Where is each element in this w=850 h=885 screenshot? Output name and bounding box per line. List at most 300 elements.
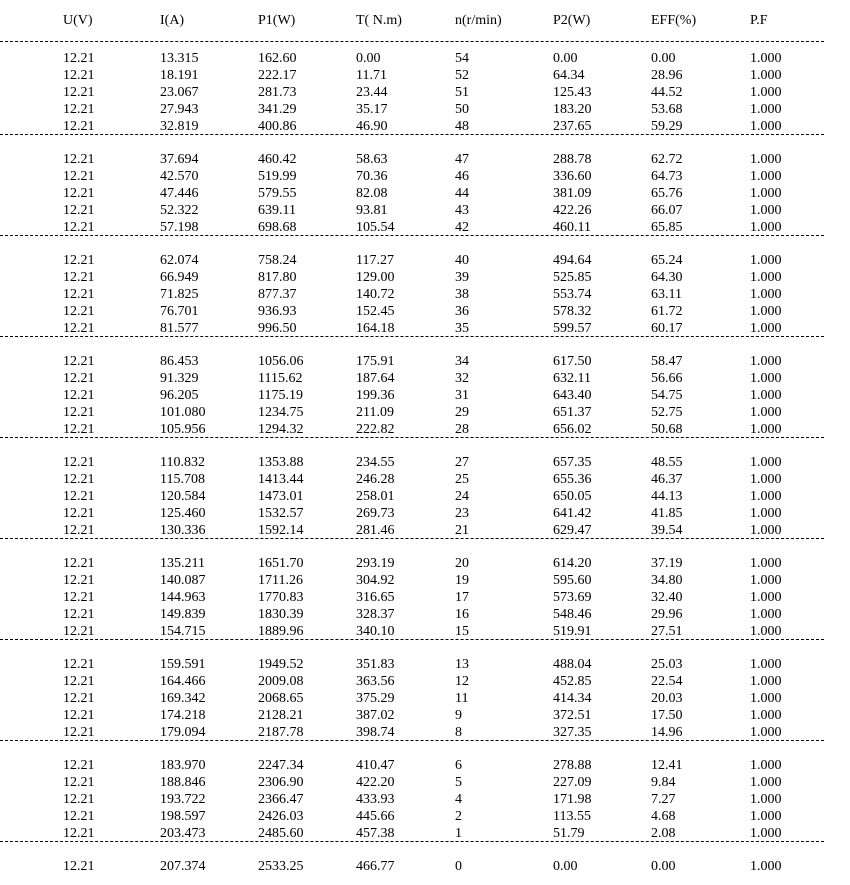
- cell-output-power: 414.34: [553, 691, 592, 706]
- cell-efficiency: 9.84: [651, 775, 676, 790]
- cell-speed: 32: [455, 371, 469, 386]
- cell-torque: 258.01: [356, 489, 395, 504]
- cell-current: 57.198: [160, 220, 199, 235]
- cell-input-power: 400.86: [258, 119, 297, 134]
- cell-current: 37.694: [160, 152, 199, 167]
- cell-efficiency: 50.68: [651, 422, 683, 437]
- cell-power-factor: 1.000: [750, 371, 782, 386]
- cell-input-power: 1413.44: [258, 472, 304, 487]
- table-row: [0, 589, 850, 606]
- table-row: [0, 454, 850, 471]
- cell-voltage: 12.21: [63, 405, 95, 420]
- cell-output-power: 336.60: [553, 169, 592, 184]
- cell-efficiency: 61.72: [651, 304, 683, 319]
- cell-voltage: 12.21: [63, 388, 95, 403]
- cell-output-power: 632.11: [553, 371, 591, 386]
- cell-input-power: 1949.52: [258, 657, 304, 672]
- cell-input-power: 1711.26: [258, 573, 303, 588]
- cell-torque: 375.29: [356, 691, 395, 706]
- table-row: [0, 522, 850, 539]
- dashed-divider: [0, 841, 824, 842]
- cell-torque: 117.27: [356, 253, 394, 268]
- cell-input-power: 1651.70: [258, 556, 304, 571]
- cell-output-power: 113.55: [553, 809, 591, 824]
- cell-current: 101.080: [160, 405, 206, 420]
- cell-current: 47.446: [160, 186, 199, 201]
- cell-efficiency: 29.96: [651, 607, 683, 622]
- cell-input-power: 1294.32: [258, 422, 304, 437]
- cell-output-power: 595.60: [553, 573, 592, 588]
- table-row: [0, 219, 850, 236]
- cell-torque: 140.72: [356, 287, 395, 302]
- cell-power-factor: 1.000: [750, 859, 782, 874]
- cell-power-factor: 1.000: [750, 775, 782, 790]
- cell-input-power: 996.50: [258, 321, 297, 336]
- cell-input-power: 758.24: [258, 253, 297, 268]
- cell-voltage: 12.21: [63, 775, 95, 790]
- cell-voltage: 12.21: [63, 506, 95, 521]
- cell-voltage: 12.21: [63, 725, 95, 740]
- cell-voltage: 12.21: [63, 826, 95, 841]
- cell-current: 42.570: [160, 169, 199, 184]
- cell-output-power: 650.05: [553, 489, 592, 504]
- cell-current: 105.956: [160, 422, 206, 437]
- cell-power-factor: 1.000: [750, 758, 782, 773]
- cell-voltage: 12.21: [63, 51, 95, 66]
- cell-efficiency: 63.11: [651, 287, 682, 302]
- cell-torque: 222.82: [356, 422, 395, 437]
- cell-torque: 422.20: [356, 775, 395, 790]
- cell-current: 110.832: [160, 455, 205, 470]
- cell-efficiency: 64.73: [651, 169, 683, 184]
- cell-output-power: 278.88: [553, 758, 592, 773]
- cell-input-power: 1056.06: [258, 354, 304, 369]
- cell-power-factor: 1.000: [750, 472, 782, 487]
- cell-power-factor: 1.000: [750, 253, 782, 268]
- cell-power-factor: 1.000: [750, 523, 782, 538]
- cell-input-power: 1830.39: [258, 607, 304, 622]
- table-row: [0, 707, 850, 724]
- cell-output-power: 227.09: [553, 775, 592, 790]
- cell-torque: 46.90: [356, 119, 388, 134]
- cell-voltage: 12.21: [63, 674, 95, 689]
- table-row: [0, 151, 850, 168]
- cell-current: 71.825: [160, 287, 199, 302]
- cell-efficiency: 64.30: [651, 270, 683, 285]
- cell-speed: 54: [455, 51, 469, 66]
- table-row: [0, 421, 850, 438]
- cell-power-factor: 1.000: [750, 220, 782, 235]
- cell-input-power: 519.99: [258, 169, 297, 184]
- cell-speed: 52: [455, 68, 469, 83]
- header-input-power: P1(W): [258, 13, 296, 28]
- cell-torque: 35.17: [356, 102, 388, 117]
- cell-speed: 29: [455, 405, 469, 420]
- cell-torque: 164.18: [356, 321, 395, 336]
- cell-torque: 82.08: [356, 186, 388, 201]
- cell-torque: 234.55: [356, 455, 395, 470]
- cell-current: 115.708: [160, 472, 205, 487]
- table-row: [0, 252, 850, 269]
- cell-output-power: 617.50: [553, 354, 592, 369]
- cell-speed: 46: [455, 169, 469, 184]
- cell-voltage: 12.21: [63, 203, 95, 218]
- cell-current: 52.322: [160, 203, 199, 218]
- cell-torque: 457.38: [356, 826, 395, 841]
- cell-speed: 27: [455, 455, 469, 470]
- cell-speed: 0: [455, 859, 462, 874]
- cell-voltage: 12.21: [63, 657, 95, 672]
- cell-power-factor: 1.000: [750, 287, 782, 302]
- cell-current: 179.094: [160, 725, 206, 740]
- cell-speed: 44: [455, 186, 469, 201]
- cell-speed: 42: [455, 220, 469, 235]
- header-voltage: U(V): [63, 13, 93, 28]
- cell-output-power: 573.69: [553, 590, 592, 605]
- cell-input-power: 579.55: [258, 186, 297, 201]
- cell-speed: 47: [455, 152, 469, 167]
- cell-power-factor: 1.000: [750, 657, 782, 672]
- cell-current: 76.701: [160, 304, 199, 319]
- cell-efficiency: 65.85: [651, 220, 683, 235]
- cell-input-power: 162.60: [258, 51, 297, 66]
- table-row: [0, 353, 850, 370]
- table-row: [0, 808, 850, 825]
- cell-torque: 187.64: [356, 371, 395, 386]
- table-row: [0, 118, 850, 135]
- cell-speed: 12: [455, 674, 469, 689]
- cell-speed: 4: [455, 792, 462, 807]
- cell-efficiency: 59.29: [651, 119, 683, 134]
- cell-speed: 6: [455, 758, 462, 773]
- cell-power-factor: 1.000: [750, 725, 782, 740]
- cell-voltage: 12.21: [63, 253, 95, 268]
- cell-speed: 34: [455, 354, 469, 369]
- cell-power-factor: 1.000: [750, 321, 782, 336]
- cell-power-factor: 1.000: [750, 186, 782, 201]
- dashed-divider: [0, 639, 824, 640]
- cell-power-factor: 1.000: [750, 119, 782, 134]
- cell-output-power: 488.04: [553, 657, 592, 672]
- table-row: [0, 370, 850, 387]
- cell-efficiency: 65.24: [651, 253, 683, 268]
- cell-input-power: 2128.21: [258, 708, 304, 723]
- cell-current: 174.218: [160, 708, 206, 723]
- cell-torque: 11.71: [356, 68, 387, 83]
- header-output-power: P2(W): [553, 13, 591, 28]
- cell-speed: 39: [455, 270, 469, 285]
- cell-efficiency: 28.96: [651, 68, 683, 83]
- cell-input-power: 817.80: [258, 270, 297, 285]
- cell-current: 154.715: [160, 624, 206, 639]
- cell-speed: 9: [455, 708, 462, 723]
- cell-input-power: 2306.90: [258, 775, 304, 790]
- cell-efficiency: 58.47: [651, 354, 683, 369]
- header-speed: n(r/min): [455, 13, 502, 28]
- cell-current: 135.211: [160, 556, 205, 571]
- table-row: [0, 471, 850, 488]
- cell-torque: 23.44: [356, 85, 388, 100]
- cell-voltage: 12.21: [63, 573, 95, 588]
- cell-efficiency: 46.37: [651, 472, 683, 487]
- table-row: [0, 185, 850, 202]
- table-row: [0, 168, 850, 185]
- cell-input-power: 1889.96: [258, 624, 304, 639]
- table-row: [0, 690, 850, 707]
- cell-efficiency: 17.50: [651, 708, 683, 723]
- cell-efficiency: 56.66: [651, 371, 683, 386]
- cell-voltage: 12.21: [63, 758, 95, 773]
- cell-efficiency: 4.68: [651, 809, 676, 824]
- cell-input-power: 2426.03: [258, 809, 304, 824]
- cell-output-power: 641.42: [553, 506, 592, 521]
- cell-speed: 19: [455, 573, 469, 588]
- table-row: [0, 724, 850, 741]
- cell-output-power: 288.78: [553, 152, 592, 167]
- cell-input-power: 1473.01: [258, 489, 304, 504]
- cell-output-power: 525.85: [553, 270, 592, 285]
- cell-speed: 36: [455, 304, 469, 319]
- cell-input-power: 2485.60: [258, 826, 304, 841]
- cell-torque: 246.28: [356, 472, 395, 487]
- cell-current: 120.584: [160, 489, 206, 504]
- cell-torque: 363.56: [356, 674, 395, 689]
- cell-efficiency: 25.03: [651, 657, 683, 672]
- cell-input-power: 2533.25: [258, 859, 304, 874]
- table-row: [0, 202, 850, 219]
- cell-torque: 269.73: [356, 506, 395, 521]
- cell-power-factor: 1.000: [750, 826, 782, 841]
- cell-torque: 445.66: [356, 809, 395, 824]
- cell-power-factor: 1.000: [750, 708, 782, 723]
- cell-current: 91.329: [160, 371, 199, 386]
- cell-input-power: 1234.75: [258, 405, 304, 420]
- cell-efficiency: 53.68: [651, 102, 683, 117]
- cell-current: 81.577: [160, 321, 199, 336]
- cell-torque: 93.81: [356, 203, 388, 218]
- table-header: [0, 0, 850, 40]
- cell-output-power: 657.35: [553, 455, 592, 470]
- cell-power-factor: 1.000: [750, 792, 782, 807]
- cell-current: 27.943: [160, 102, 199, 117]
- cell-speed: 24: [455, 489, 469, 504]
- cell-efficiency: 52.75: [651, 405, 683, 420]
- cell-output-power: 519.91: [553, 624, 592, 639]
- table-row: [0, 101, 850, 118]
- table-row: [0, 623, 850, 640]
- cell-input-power: 639.11: [258, 203, 296, 218]
- table-row: [0, 774, 850, 791]
- cell-voltage: 12.21: [63, 708, 95, 723]
- cell-power-factor: 1.000: [750, 489, 782, 504]
- cell-efficiency: 14.96: [651, 725, 683, 740]
- cell-torque: 70.36: [356, 169, 388, 184]
- cell-voltage: 12.21: [63, 472, 95, 487]
- cell-voltage: 12.21: [63, 809, 95, 824]
- cell-output-power: 0.00: [553, 51, 578, 66]
- cell-current: 125.460: [160, 506, 206, 521]
- dashed-divider: [0, 235, 824, 236]
- cell-power-factor: 1.000: [750, 691, 782, 706]
- cell-output-power: 125.43: [553, 85, 592, 100]
- cell-power-factor: 1.000: [750, 455, 782, 470]
- cell-output-power: 548.46: [553, 607, 592, 622]
- cell-power-factor: 1.000: [750, 203, 782, 218]
- cell-current: 149.839: [160, 607, 206, 622]
- cell-efficiency: 34.80: [651, 573, 683, 588]
- cell-power-factor: 1.000: [750, 573, 782, 588]
- table-row: [0, 303, 850, 320]
- cell-speed: 23: [455, 506, 469, 521]
- cell-power-factor: 1.000: [750, 607, 782, 622]
- cell-speed: 11: [455, 691, 469, 706]
- cell-efficiency: 20.03: [651, 691, 683, 706]
- cell-power-factor: 1.000: [750, 169, 782, 184]
- cell-output-power: 655.36: [553, 472, 592, 487]
- cell-input-power: 877.37: [258, 287, 297, 302]
- cell-input-power: 1592.14: [258, 523, 304, 538]
- cell-current: 130.336: [160, 523, 206, 538]
- cell-speed: 15: [455, 624, 469, 639]
- table-row: [0, 757, 850, 774]
- dashed-divider: [0, 336, 824, 337]
- cell-efficiency: 32.40: [651, 590, 683, 605]
- cell-efficiency: 60.17: [651, 321, 683, 336]
- cell-current: 32.819: [160, 119, 199, 134]
- cell-input-power: 281.73: [258, 85, 297, 100]
- table-row: [0, 320, 850, 337]
- cell-power-factor: 1.000: [750, 405, 782, 420]
- cell-output-power: 381.09: [553, 186, 592, 201]
- cell-voltage: 12.21: [63, 287, 95, 302]
- cell-torque: 340.10: [356, 624, 395, 639]
- cell-input-power: 1175.19: [258, 388, 303, 403]
- cell-voltage: 12.21: [63, 68, 95, 83]
- header-current: I(A): [160, 13, 185, 28]
- cell-voltage: 12.21: [63, 220, 95, 235]
- cell-speed: 8: [455, 725, 462, 740]
- cell-output-power: 0.00: [553, 859, 578, 874]
- cell-current: 13.315: [160, 51, 199, 66]
- header-power-factor: P.F: [750, 13, 768, 28]
- cell-power-factor: 1.000: [750, 85, 782, 100]
- cell-power-factor: 1.000: [750, 590, 782, 605]
- cell-speed: 2: [455, 809, 462, 824]
- cell-output-power: 422.26: [553, 203, 592, 218]
- table-row: [0, 673, 850, 690]
- cell-speed: 35: [455, 321, 469, 336]
- cell-speed: 31: [455, 388, 469, 403]
- cell-input-power: 1115.62: [258, 371, 303, 386]
- cell-torque: 410.47: [356, 758, 395, 773]
- cell-voltage: 12.21: [63, 186, 95, 201]
- cell-output-power: 494.64: [553, 253, 592, 268]
- cell-power-factor: 1.000: [750, 556, 782, 571]
- cell-efficiency: 62.72: [651, 152, 683, 167]
- cell-torque: 211.09: [356, 405, 394, 420]
- cell-efficiency: 54.75: [651, 388, 683, 403]
- table-row: [0, 50, 850, 67]
- cell-power-factor: 1.000: [750, 51, 782, 66]
- table-row: [0, 555, 850, 572]
- dashed-divider: [0, 134, 824, 135]
- cell-current: 140.087: [160, 573, 206, 588]
- cell-output-power: 656.02: [553, 422, 592, 437]
- header-torque: T( N.m): [356, 13, 402, 28]
- table-row: [0, 84, 850, 101]
- cell-torque: 433.93: [356, 792, 395, 807]
- cell-output-power: 578.32: [553, 304, 592, 319]
- cell-voltage: 12.21: [63, 304, 95, 319]
- cell-output-power: 64.34: [553, 68, 585, 83]
- cell-power-factor: 1.000: [750, 674, 782, 689]
- cell-output-power: 553.74: [553, 287, 592, 302]
- table-row: [0, 488, 850, 505]
- cell-efficiency: 66.07: [651, 203, 683, 218]
- cell-efficiency: 44.13: [651, 489, 683, 504]
- cell-output-power: 171.98: [553, 792, 592, 807]
- cell-output-power: 599.57: [553, 321, 592, 336]
- cell-power-factor: 1.000: [750, 388, 782, 403]
- cell-voltage: 12.21: [63, 489, 95, 504]
- cell-torque: 293.19: [356, 556, 395, 571]
- cell-input-power: 2009.08: [258, 674, 304, 689]
- cell-voltage: 12.21: [63, 556, 95, 571]
- cell-input-power: 1353.88: [258, 455, 304, 470]
- cell-input-power: 460.42: [258, 152, 297, 167]
- cell-current: 18.191: [160, 68, 199, 83]
- cell-speed: 17: [455, 590, 469, 605]
- cell-efficiency: 22.54: [651, 674, 683, 689]
- cell-output-power: 614.20: [553, 556, 592, 571]
- cell-speed: 28: [455, 422, 469, 437]
- cell-voltage: 12.21: [63, 607, 95, 622]
- cell-output-power: 651.37: [553, 405, 592, 420]
- cell-current: 198.597: [160, 809, 206, 824]
- cell-voltage: 12.21: [63, 169, 95, 184]
- cell-input-power: 936.93: [258, 304, 297, 319]
- table-row: [0, 825, 850, 842]
- cell-current: 188.846: [160, 775, 206, 790]
- cell-power-factor: 1.000: [750, 152, 782, 167]
- cell-power-factor: 1.000: [750, 270, 782, 285]
- cell-speed: 48: [455, 119, 469, 134]
- cell-efficiency: 0.00: [651, 859, 676, 874]
- cell-speed: 51: [455, 85, 469, 100]
- dashed-divider: [0, 41, 824, 42]
- cell-current: 164.466: [160, 674, 206, 689]
- table-row: [0, 387, 850, 404]
- cell-input-power: 2366.47: [258, 792, 304, 807]
- cell-output-power: 237.65: [553, 119, 592, 134]
- cell-efficiency: 27.51: [651, 624, 683, 639]
- cell-output-power: 460.11: [553, 220, 591, 235]
- table-row: [0, 791, 850, 808]
- cell-speed: 50: [455, 102, 469, 117]
- cell-efficiency: 7.27: [651, 792, 676, 807]
- cell-power-factor: 1.000: [750, 304, 782, 319]
- cell-torque: 281.46: [356, 523, 395, 538]
- cell-power-factor: 1.000: [750, 422, 782, 437]
- cell-speed: 20: [455, 556, 469, 571]
- cell-output-power: 327.35: [553, 725, 592, 740]
- cell-efficiency: 44.52: [651, 85, 683, 100]
- cell-torque: 316.65: [356, 590, 395, 605]
- cell-output-power: 452.85: [553, 674, 592, 689]
- cell-current: 193.722: [160, 792, 206, 807]
- cell-speed: 16: [455, 607, 469, 622]
- cell-torque: 466.77: [356, 859, 395, 874]
